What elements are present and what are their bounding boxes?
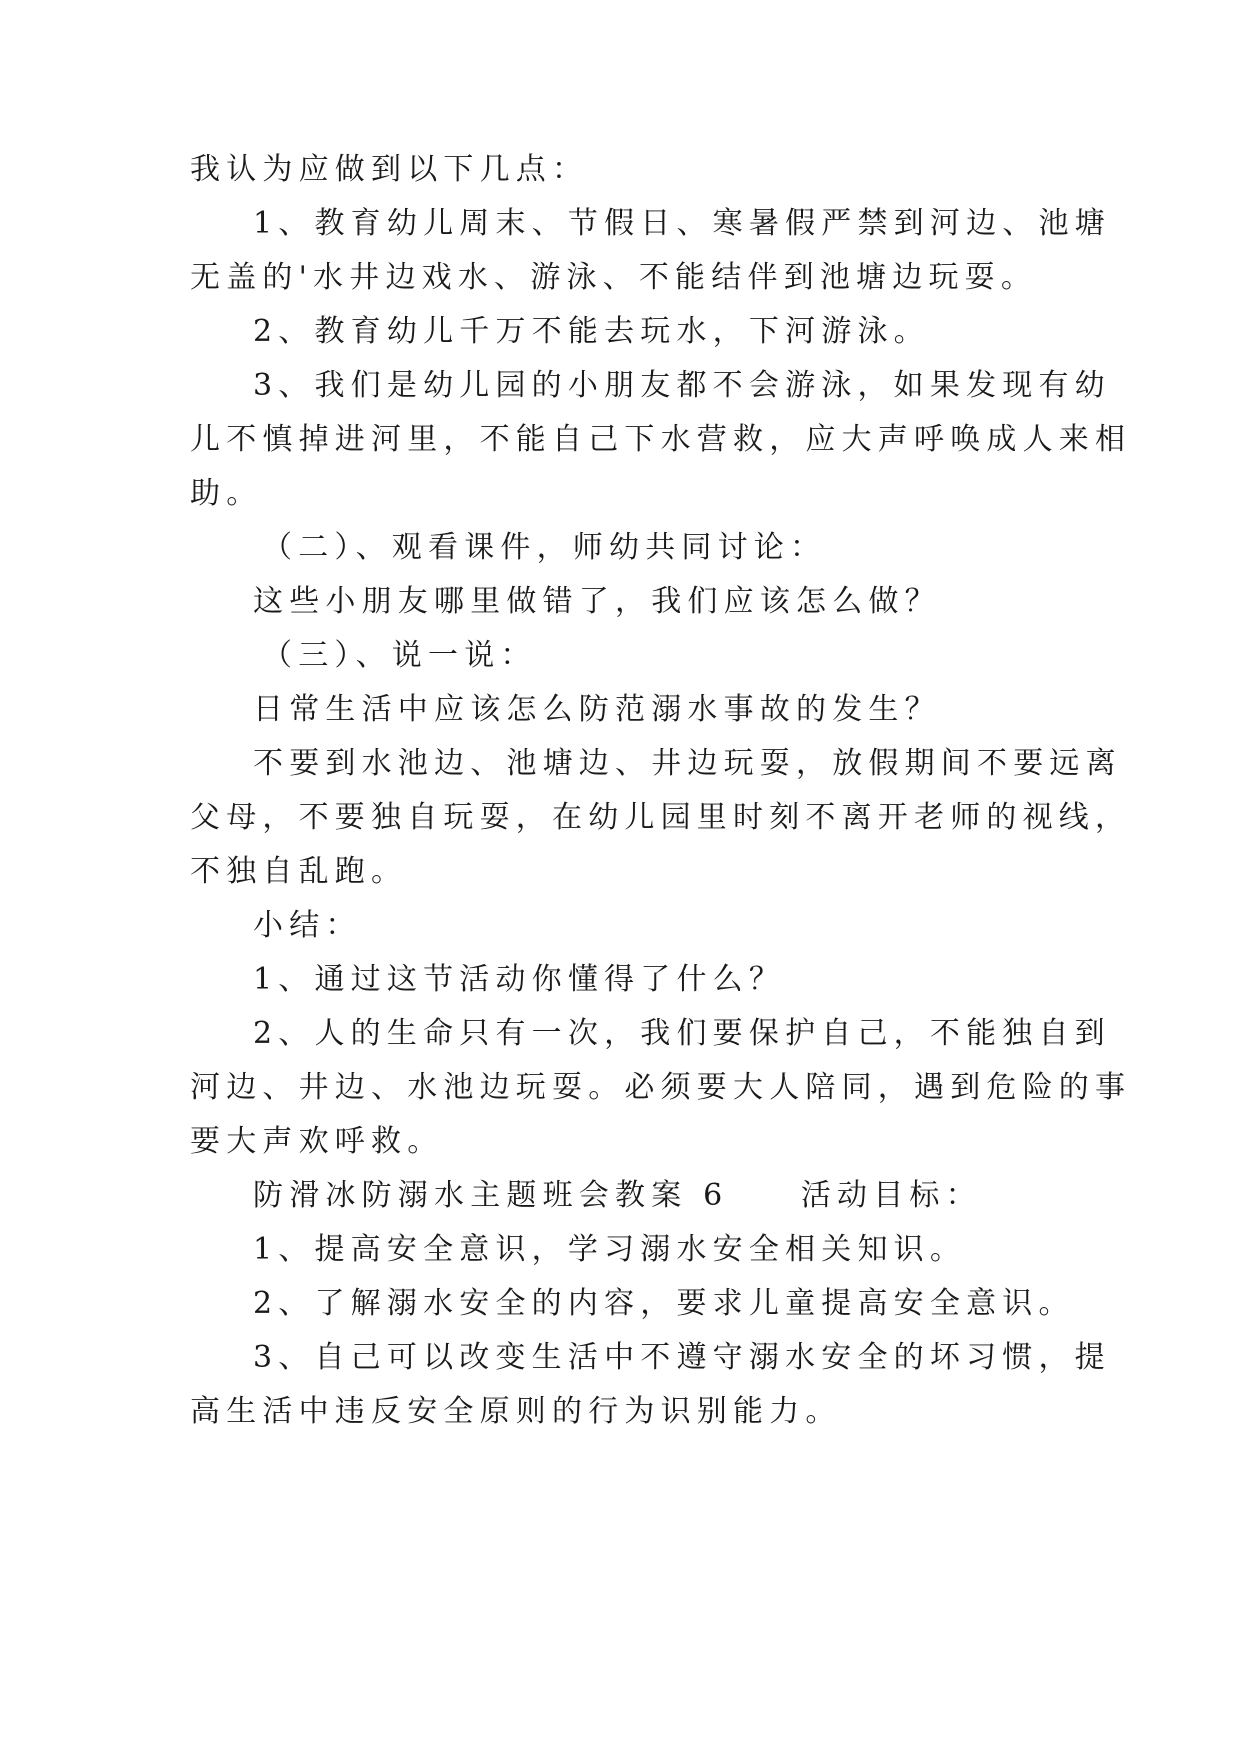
list-item: 1、通过这节活动你懂得了什么？ [253, 962, 786, 997]
lesson-title: 防滑冰防溺水主题班会教案 6 活动目标： [253, 1178, 982, 1213]
list-item: 1、提高安全意识，学习溺水安全相关知识。 [253, 1232, 967, 1267]
text-line: 父母，不要独自玩耍，在幼儿园里时刻不离开老师的视线， [190, 800, 1132, 835]
text-line: 我认为应做到以下几点： [190, 152, 589, 187]
text-line: 不要到水池边、池塘边、井边玩耍，放假期间不要远离 [253, 746, 1122, 781]
list-item: 2、了解溺水安全的内容，要求儿童提高安全意识。 [253, 1286, 1075, 1321]
list-item: 3、自己可以改变生活中不遵守溺水安全的坏习惯，提 [253, 1340, 1111, 1375]
list-item: 1、教育幼儿周末、节假日、寒暑假严禁到河边、池塘 [253, 206, 1111, 241]
text-line: 助。 [190, 476, 263, 511]
text-line: 河边、井边、水池边玩耍。必须要大人陪同，遇到危险的事 [190, 1070, 1132, 1105]
list-item: 2、人的生命只有一次，我们要保护自己，不能独自到 [253, 1016, 1111, 1051]
text-line: 要大声欢呼救。 [190, 1124, 444, 1159]
text-line: 儿不慎掉进河里，不能自己下水营救，应大声呼唤成人来相 [190, 422, 1132, 457]
list-item: 2、教育幼儿千万不能去玩水，下河游泳。 [253, 314, 930, 349]
list-item: 3、我们是幼儿园的小朋友都不会游泳，如果发现有幼 [253, 368, 1111, 403]
text-line: 这些小朋友哪里做错了，我们应该怎么做？ [253, 584, 941, 619]
section-heading: （二）、观看课件，师幼共同讨论： [262, 530, 827, 565]
text-line: 日常生活中应该怎么防范溺水事故的发生？ [253, 692, 941, 727]
summary-heading: 小结： [253, 908, 362, 943]
text-line: 不独自乱跑。 [190, 854, 408, 889]
section-heading: （三）、说一说： [262, 638, 537, 673]
text-line: 高生活中违反安全原则的行为识别能力。 [190, 1394, 842, 1429]
text-line: 无盖的'水井边戏水、游泳、不能结伴到池塘边玩耍。 [190, 260, 1038, 295]
